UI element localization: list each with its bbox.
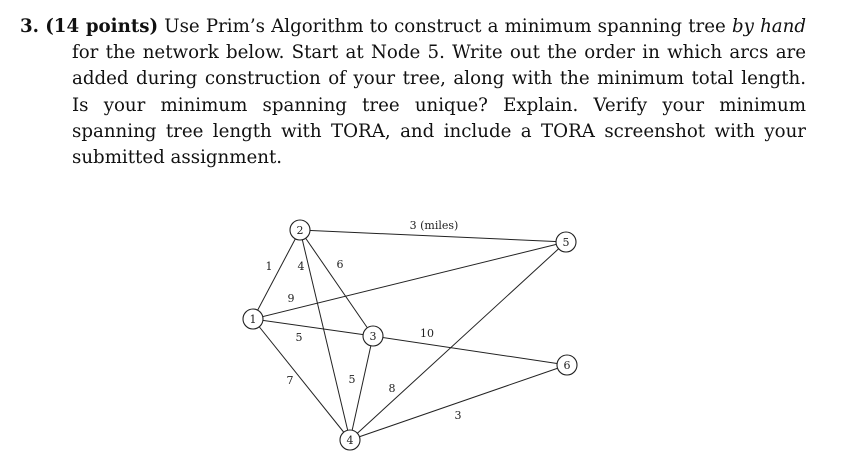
problem-points: (14 points) (45, 16, 159, 37)
arc-3-4 (350, 336, 373, 440)
arc-label-4-5: 8 (388, 382, 396, 395)
node-6 (557, 355, 577, 375)
node-1-label: 1 (249, 313, 257, 326)
node-4-label: 4 (346, 434, 354, 447)
arc-1-2 (253, 230, 300, 319)
arc-1-3 (253, 319, 373, 336)
arc-label-3-4: 5 (348, 373, 356, 386)
node-3-label: 3 (369, 330, 377, 343)
arc-2-3 (297, 230, 373, 336)
arc-label-1-5: 9 (287, 292, 295, 305)
node-3 (363, 326, 383, 346)
arc-label-1-3: 5 (295, 331, 303, 344)
arc-label-2-4: 4 (297, 260, 305, 273)
arc-3-6 (373, 336, 567, 365)
arc-label-2-3: 6 (336, 258, 344, 271)
node-2-label: 2 (296, 224, 304, 237)
node-5 (556, 232, 576, 252)
problem-emphasis: by hand (731, 16, 806, 37)
node-1 (243, 309, 263, 329)
arc-4-6 (350, 365, 567, 440)
arc-label-1-4: 7 (286, 374, 294, 387)
node-5-label: 5 (562, 236, 570, 249)
problem-text-part-1: Use Prim’s Algorithm to construct a minimum spanning tree (158, 16, 732, 37)
arc-label-1-2: 1 (265, 260, 273, 273)
arc-label-3-6: 10 (420, 327, 434, 340)
node-4 (340, 430, 360, 450)
arc-label-4-6: 3 (454, 409, 462, 422)
node-2 (290, 220, 310, 240)
arc-1-5 (253, 242, 566, 319)
problem-text-part-2: for the network below. Start at Node 5. Write out the order in which arcs are added during construction of your tree, along with the minimum total length. Is your minimum spanning tree unique? Explain. Verify your minimum spanning tree length with TORA, and include a TORA screenshot with your submitted assignment. (72, 42, 806, 169)
problem-number: 3. (20, 16, 39, 37)
arc-label-2-5: 3 (miles) (409, 219, 459, 232)
node-6-label: 6 (563, 359, 571, 372)
